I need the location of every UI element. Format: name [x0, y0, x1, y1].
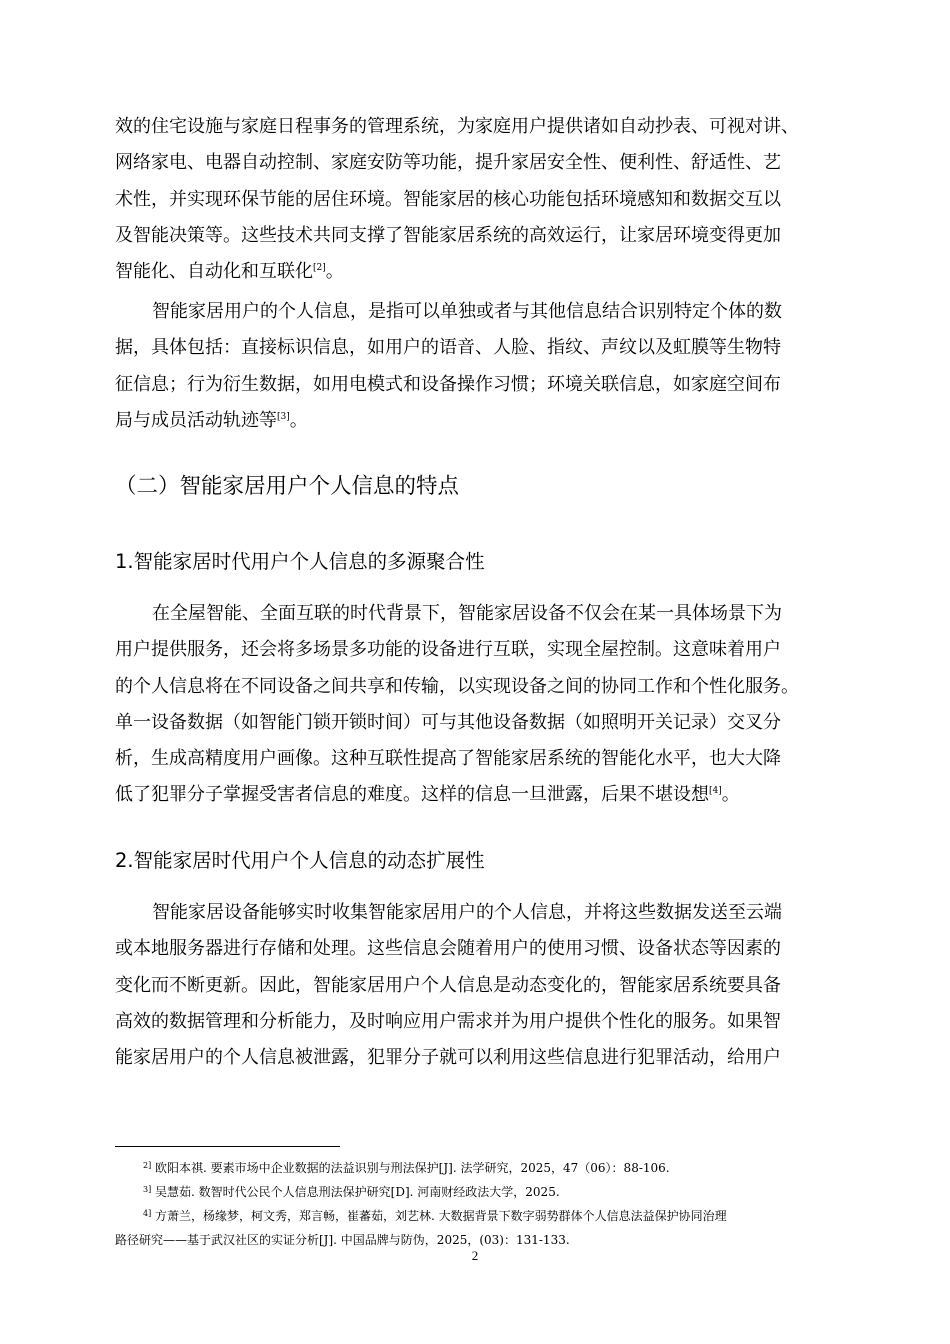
footnote-mark: 3] [143, 1185, 152, 1194]
subsection-heading: 2.智能家居时代用户个人信息的动态扩展性 [115, 849, 485, 872]
text-line: 术性，并实现环保节能的居住环境。智能家居的核心功能包括环境感知和数据交互以 [115, 188, 781, 210]
citation-mark: [3] [277, 411, 290, 422]
body-paragraph [115, 895, 845, 1076]
footnote [115, 1202, 855, 1252]
sentence-end: 。 [721, 784, 740, 806]
footnote [115, 1154, 855, 1181]
subsection-heading: 1.智能家居时代用户个人信息的多源聚合性 [115, 550, 485, 573]
footnote-text: 方萧兰，杨缘梦，柯文秀，郑言畅，崔蕃茹，刘艺林. 大数据背景下数字弱势群体个人信息法益保护协同治理 [155, 1209, 727, 1223]
text-line: 及智能决策等。这些技术共同支撑了智能家居系统的高效运行，让家居环境变得更加 [115, 224, 781, 246]
text-line: 在全屋智能、全面互联的时代背景下，智能家居设备不仅会在某一具体场景下为 [152, 603, 782, 624]
body-paragraph [115, 109, 845, 290]
text-line: 单一设备数据（如智能门锁开锁时间）可与其他设备数据（如照明开关记录）交叉分 [115, 711, 781, 733]
citation-mark: [2] [313, 263, 326, 274]
sentence-end: 。 [325, 261, 344, 283]
footnote-text: 吴慧茹. 数智时代公民个人信息刑法保护研究[D]. 河南财经政法大学，2025. [155, 1185, 560, 1199]
page-number: 2 [471, 1248, 479, 1263]
text-line: 智能家居设备能够实时收集智能家居用户的个人信息，并将这些数据发送至云端 [152, 902, 782, 923]
body-paragraph [115, 294, 845, 439]
text-line: 智能化、自动化和互联化 [115, 261, 313, 283]
text-line: 变化而不断更新。因此，智能家居用户个人信息是动态变化的，智能家居系统要具备 [115, 974, 781, 996]
footnote-text: 路径研究——基于武汉社区的实证分析[J]. 中国品牌与防伪，2025，(03)：131-133. [115, 1232, 570, 1247]
text-line: 智能家居用户的个人信息，是指可以单独或者与其他信息结合识别特定个体的数 [152, 301, 782, 322]
footnote-text: 欧阳本祺. 要素市场中企业数据的法益识别与刑法保护[J]. 法学研究，2025，47（06）：88-106. [155, 1161, 670, 1175]
citation-mark: [4] [709, 786, 722, 797]
footnote [115, 1178, 855, 1205]
body-paragraph [115, 596, 845, 814]
text-line: 征信息；行为衍生数据，如用电模式和设备操作习惯；环境关联信息，如家庭空间布 [115, 373, 781, 395]
text-line: 据，具体包括：直接标识信息，如用户的语音、人脸、指纹、声纹以及虹膜等生物特 [115, 337, 781, 359]
text-line: 用户提供服务，还会将多场景多功能的设备进行互联，实现全屋控制。这意味着用户 [115, 639, 781, 661]
text-line: 能家居用户的个人信息被泄露，犯罪分子就可以利用这些信息进行犯罪活动，给用户 [115, 1047, 781, 1069]
footnote-mark: 4] [143, 1209, 152, 1218]
text-line: 效的住宅设施与家庭日程事务的管理系统，为家庭用户提供诸如自动抄表、可视对讲、 [115, 116, 799, 137]
text-line: 的个人信息将在不同设备之间共享和传输，以实现设备之间的协同工作和个性化服务。 [115, 675, 799, 697]
section-heading: （二）智能家居用户个人信息的特点 [115, 474, 460, 499]
text-line: 析，生成高精度用户画像。这种互联性提高了智能家居系统的智能化水平，也大大降 [115, 748, 781, 770]
text-line: 网络家电、电器自动控制、家庭安防等功能，提升家居安全性、便利性、舒适性、艺 [115, 152, 781, 174]
text-line: 高效的数据管理和分析能力，及时响应用户需求并为用户提供个性化的服务。如果智 [115, 1010, 781, 1032]
sentence-end: 。 [289, 409, 308, 431]
footnote-separator [115, 1146, 340, 1147]
text-line: 或本地服务器进行存储和处理。这些信息会随着用户的使用习惯、设备状态等因素的 [115, 938, 781, 960]
text-line: 局与成员活动轨迹等 [115, 409, 277, 431]
footnote-mark: 2] [143, 1161, 152, 1170]
text-line: 低了犯罪分子掌握受害者信息的难度。这样的信息一旦泄露，后果不堪设想 [115, 784, 709, 806]
